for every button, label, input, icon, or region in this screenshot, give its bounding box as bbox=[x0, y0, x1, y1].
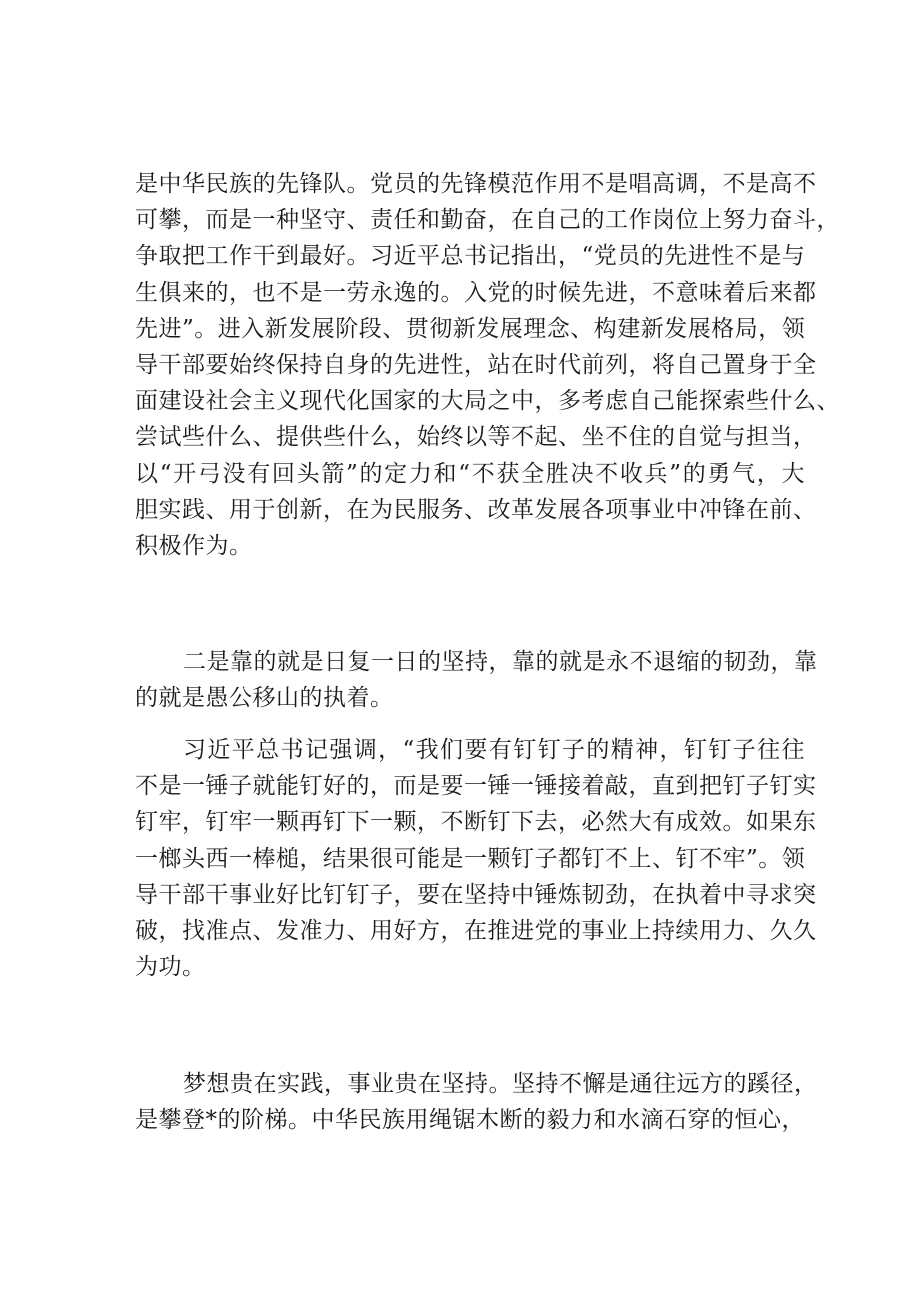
text-line: 二是靠的就是日复一日的坚持，靠的就是永不退缩的韧劲，靠 bbox=[183, 649, 818, 675]
text-line: 胆实践、用于创新，在为民服务、改革发展各项事业中冲锋在前、 bbox=[135, 496, 817, 523]
text-line: 梦想贵在实践，事业贵在坚持。坚持不懈是通往远方的蹊径， bbox=[183, 1071, 818, 1097]
text-line: 积极作为。 bbox=[135, 532, 253, 559]
paragraph-4 bbox=[135, 1066, 818, 1138]
text-line: 是攀登*的阶梯。中华民族用绳锯木断的毅力和水滴石穿的恒心， bbox=[135, 1107, 805, 1134]
text-line: 导干部要始终保持自身的先进性，站在时代前列，将自己置身于全 bbox=[135, 351, 817, 378]
text-line: 生俱来的，也不是一劳永逸的。入党的时候先进，不意味着后来都 bbox=[135, 279, 817, 306]
text-line: 是中华民族的先锋队。党员的先锋模范作用不是唱高调，不是高不 bbox=[135, 171, 817, 197]
paragraph-1 bbox=[135, 166, 840, 564]
text-line: 习近平总书记强调，“我们要有钉钉子的精神，钉钉子往往 bbox=[183, 737, 805, 763]
text-line: 为功。 bbox=[135, 954, 206, 981]
text-line: 可攀，而是一种坚守、责任和勤奋，在自己的工作岗位上努力奋斗， bbox=[135, 207, 840, 234]
text-line: 导干部干事业好比钉钉子，要在坚持中锤炼韧劲，在执着中寻求突 bbox=[135, 881, 817, 908]
text-line: 一榔头西一棒槌，结果很可能是一颗钉子都钉不上、钉不牢”。领 bbox=[135, 845, 806, 872]
text-line: 先进”。进入新发展阶段、贯彻新发展理念、构建新发展格局，领 bbox=[135, 315, 806, 342]
text-line: 钉牢，钉牢一颗再钉下一颗，不断钉下去，必然大有成效。如果东 bbox=[135, 809, 817, 836]
text-line: 的就是愚公移山的执着。 bbox=[135, 685, 394, 712]
text-line: 不是一锤子就能钉好的，而是要一锤一锤接着敲，直到把钉子钉实 bbox=[135, 773, 817, 800]
text-line: 破，找准点、发准力、用好方，在推进党的事业上持续用力、久久 bbox=[135, 917, 817, 944]
text-line: 争取把工作干到最好。习近平总书记指出，“党员的先进性不是与 bbox=[135, 243, 806, 270]
text-line: 尝试些什么、提供些什么，始终以等不起、坐不住的自觉与担当， bbox=[135, 424, 817, 451]
text-line: 面建设社会主义现代化国家的大局之中，多考虑自己能探索些什么、 bbox=[135, 388, 840, 415]
paragraph-2 bbox=[135, 644, 818, 716]
text-line: 以“开弓没有回头箭”的定力和“不获全胜决不收兵”的勇气，大 bbox=[135, 460, 805, 487]
paragraph-3 bbox=[135, 732, 817, 985]
